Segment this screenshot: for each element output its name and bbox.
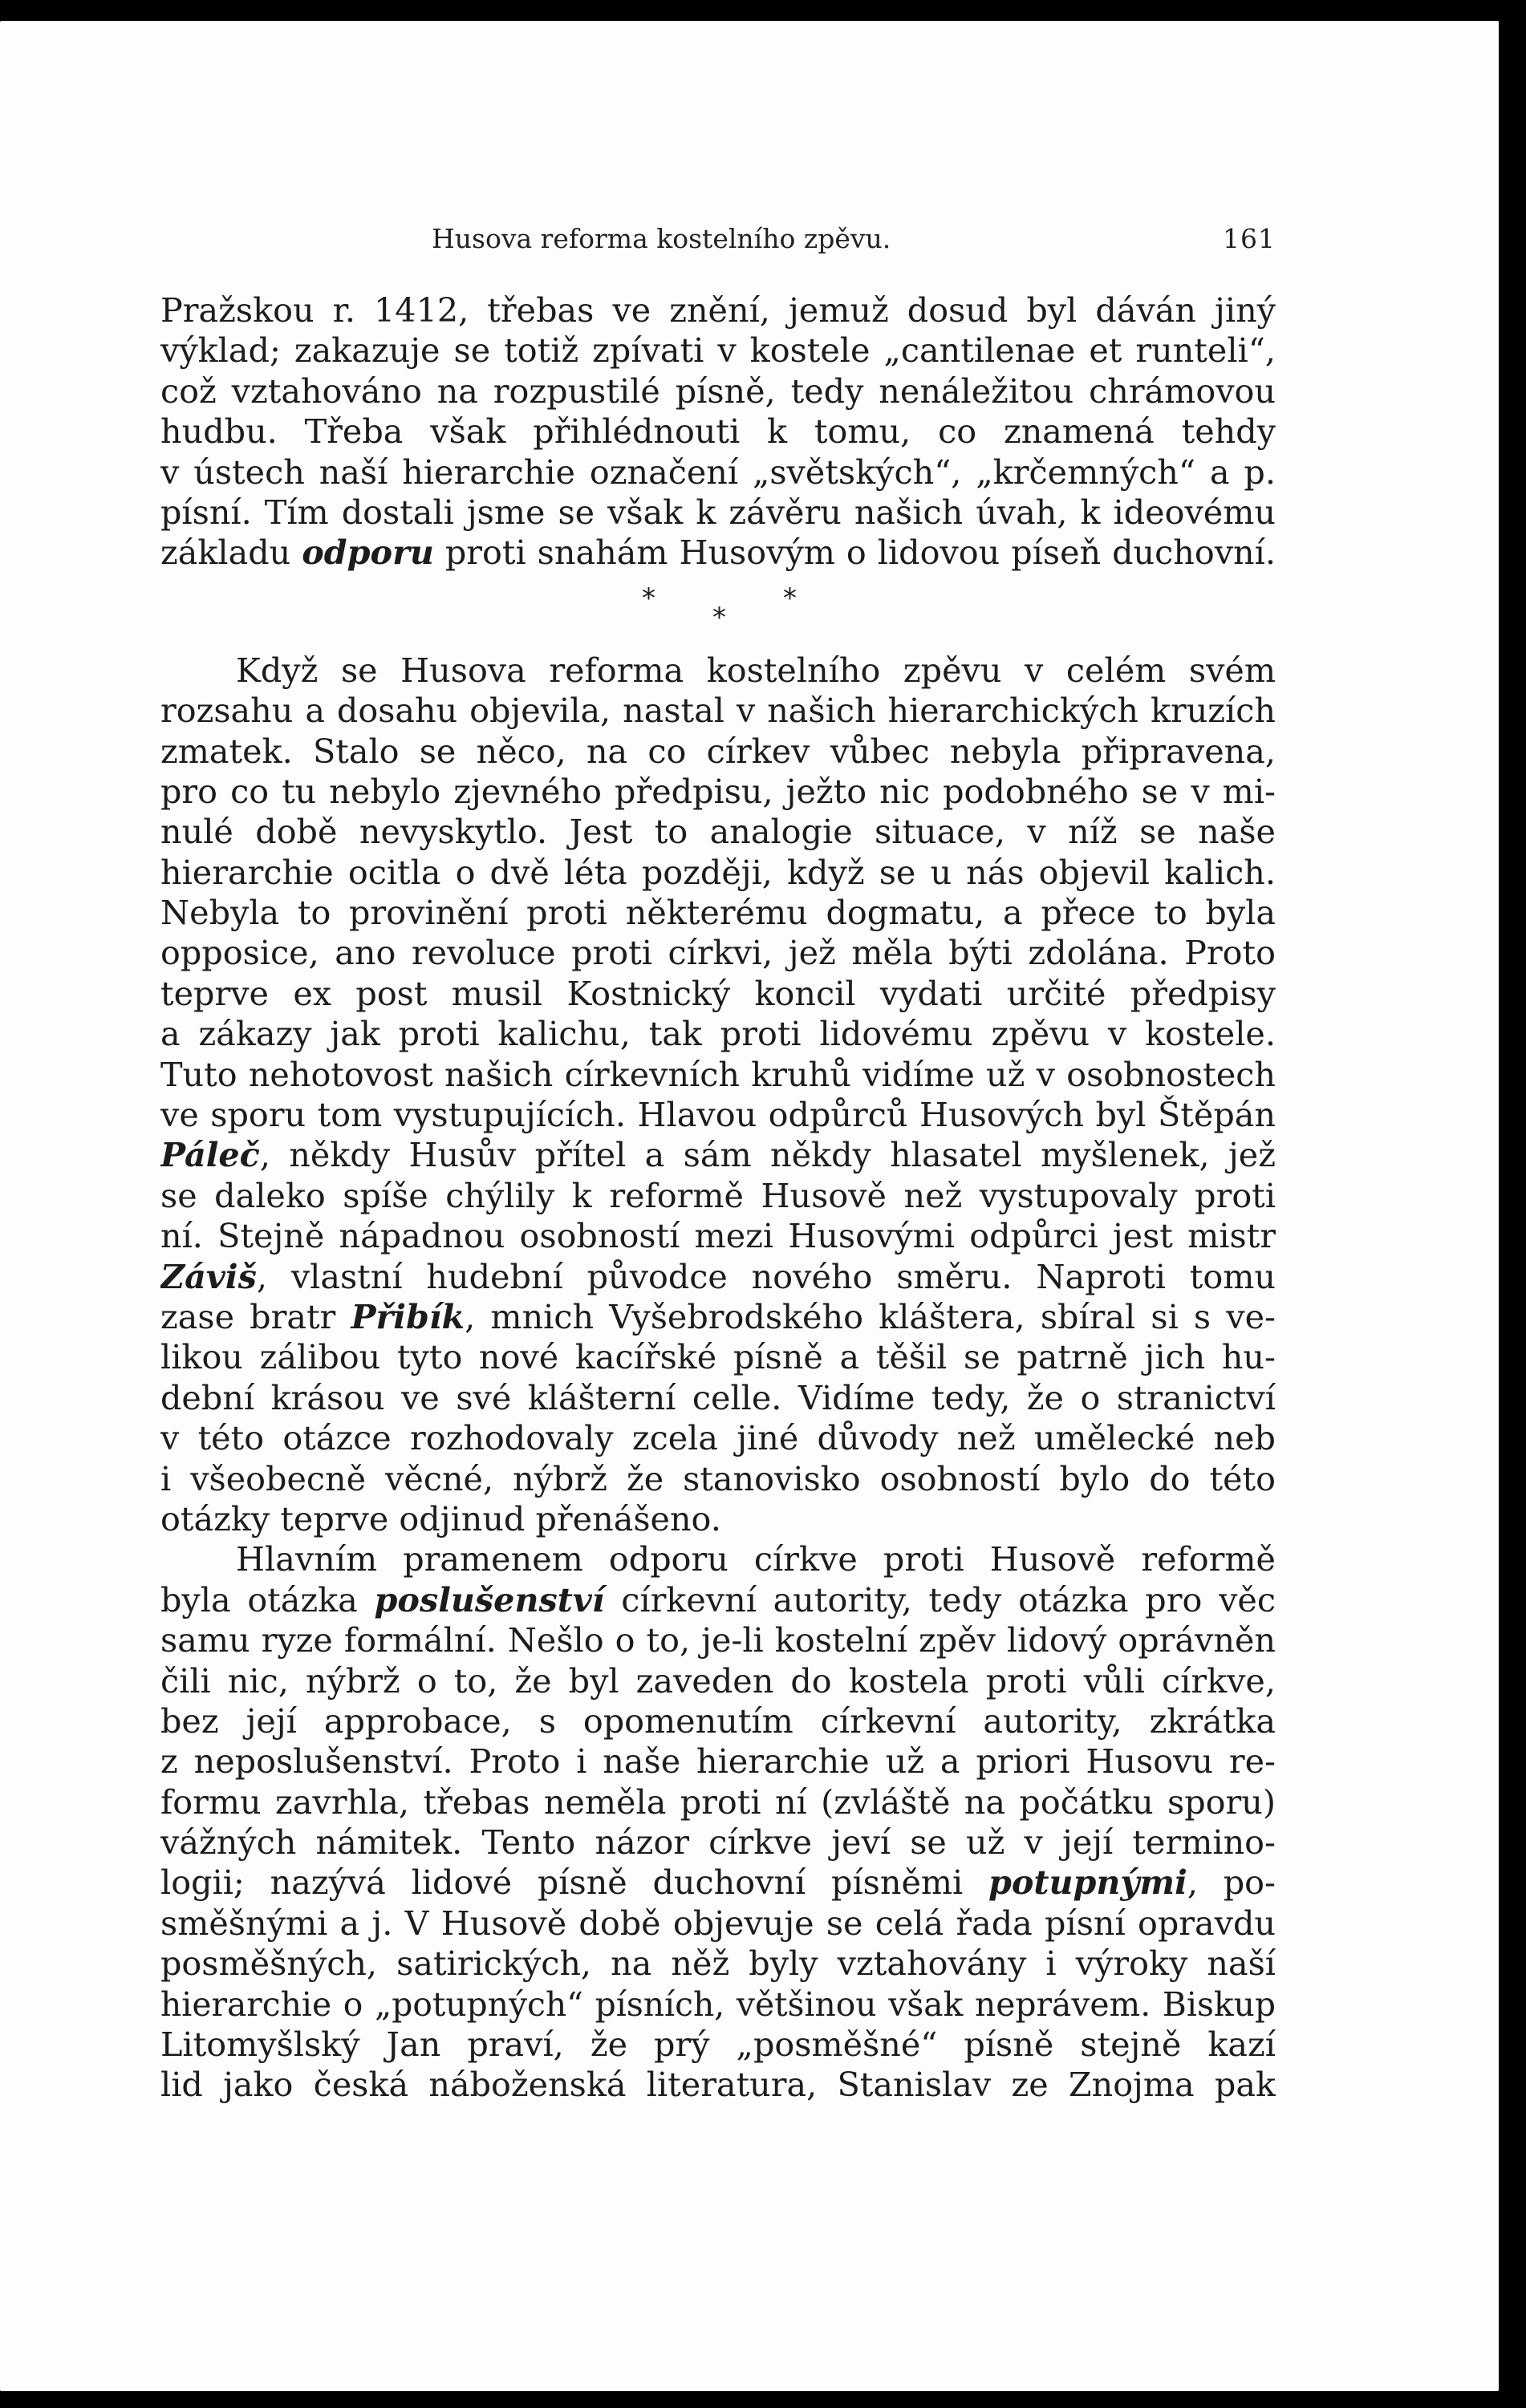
emphasis: Páleč: [160, 1135, 260, 1175]
paragraph-2: [160, 651, 1276, 1540]
text-line: v této otázce rozhodovaly zcela jiné důvody než umělecké neb: [160, 1419, 1276, 1458]
text-line: likou zálibou tyto nové kacířské písně a těšil se patrně jich hu-: [160, 1338, 1276, 1377]
text-line: ní. Stejně nápadnou osobností mezi Husovými odpůrci jest mistr: [160, 1217, 1276, 1256]
text-line: pro co tu nebylo zjevného předpisu, ježto nic podobného se v mi-: [160, 772, 1276, 811]
text-line: i všeobecně věcné, nýbrž že stanovisko osobností bylo do této: [160, 1459, 1276, 1498]
text-line: Tuto nehotovost našich církevních kruhů vidíme už v osobnostech: [160, 1055, 1276, 1094]
text-run: , někdy Husův přítel a sám někdy hlasatel myšlenek, jež: [259, 1136, 1276, 1175]
text-line: Hlavním pramenem odporu církve proti Husově reformě: [236, 1540, 1276, 1579]
text-line: [160, 1863, 1276, 1903]
text-line: dební krásou ve své klášterní celle. Vidíme tedy, že o stranictví: [160, 1378, 1276, 1417]
text-line: opposice, ano revoluce proti církvi, jež měla býti zdolána. Proto: [160, 934, 1276, 973]
text-line: [160, 533, 1276, 573]
text-run: proti snahám Husovým o lidovou píseň duchovní.: [444, 533, 1276, 573]
section-separator: [160, 574, 1276, 651]
paragraph-3: [160, 1539, 1276, 2105]
text-line: Pražskou r. 1412, třebas ve znění, jemuž dosud byl dáván jiný: [160, 291, 1276, 330]
text-line: [160, 1580, 1276, 1620]
asterisk-icon: *: [712, 601, 726, 634]
text-line: a zákazy jak proti kalichu, tak proti lidovému zpěvu v kostele.: [160, 1015, 1276, 1054]
page-body: [160, 290, 1276, 2106]
text-line: [160, 1135, 1276, 1175]
text-line: výklad; zakazuje se totiž zpívati v kostele „cantilenae et runteli“,: [160, 331, 1276, 371]
emphasis: Záviš: [160, 1256, 257, 1296]
text-line: teprve ex post musil Kostnický koncil vydati určité předpisy: [160, 974, 1276, 1013]
text-line: [160, 1257, 1276, 1297]
text-run: , po-: [1187, 1863, 1276, 1903]
text-run: , mnich Vyšebrodského kláštera, sbíral si s ve-: [465, 1297, 1276, 1336]
text-line: posměšných, satirických, na něž byly vztahovány i výroky naší: [160, 1944, 1276, 1984]
paragraph-1: [160, 290, 1276, 574]
text-line: Když se Husova reforma kostelního zpěvu v celém svém: [236, 651, 1276, 690]
text-run: zase bratr: [160, 1297, 336, 1336]
text-line: rozsahu a dosahu objevila, nastal v našich hierarchických kruzích: [160, 691, 1276, 731]
page-number: 161: [1223, 223, 1276, 254]
emphasis: odporu: [302, 533, 434, 573]
text-line: lid jako česká náboženská literatura, Stanislav ze Znojma pak: [160, 2065, 1276, 2105]
text-line: Nebyla to provinění proti některému dogmatu, a přece to byla: [160, 894, 1276, 933]
text-line: bez její approbace, s opomenutím církevní autority, zkrátka: [160, 1701, 1276, 1741]
text-run: , vlastní hudební původce nového směru. Naproti tomu: [256, 1257, 1276, 1296]
text-line: samu ryze formální. Nešlo o to, je-li kostelní zpěv lidový oprávněn: [160, 1621, 1276, 1660]
text-run: církevní autority, tedy otázka pro věc: [621, 1580, 1276, 1620]
text-run: logii; nazývá lidové písně duchovní písněmi: [160, 1863, 964, 1903]
text-line: Litomyšlský Jan praví, že prý „posměšné“ písně stejně kazí: [160, 2025, 1276, 2065]
text-line: otázky teprve odjinud přenášeno.: [160, 1499, 721, 1538]
text-run: byla otázka: [160, 1580, 358, 1620]
emphasis: Přibík: [351, 1296, 465, 1336]
asterisk-icon: *: [642, 582, 655, 614]
asterisk-icon: *: [783, 582, 797, 614]
text-line: hierarchie o „potupných“ písních, většinou však neprávem. Biskup: [160, 1984, 1276, 2024]
text-line: hudbu. Třeba však přihlédnouti k tomu, co znamená tehdy: [160, 412, 1276, 452]
text-line: což vztahováno na rozpustilé písně, tedy nenáležitou chrámovou: [160, 371, 1276, 411]
text-line: formu zavrhla, třebas neměla proti ní (zvláště na počátku sporu): [160, 1782, 1276, 1822]
text-line: hierarchie ocitla o dvě léta později, když se u nás objevil kalich.: [160, 853, 1276, 892]
running-title: Husova reforma kostelního zpěvu.: [432, 223, 891, 254]
emphasis: potupnými: [988, 1863, 1187, 1903]
text-line: vážných námitek. Tento názor církve jeví se už v její termino-: [160, 1823, 1276, 1863]
text-line: čili nic, nýbrž o to, že byl zaveden do kostela proti vůli církve,: [160, 1661, 1276, 1701]
text-line: se daleko spíše chýlily k reformě Husově než vystupovaly proti: [160, 1176, 1276, 1215]
text-line: směšnými a j. V Husově době objevuje se celá řada písní opravdu: [160, 1903, 1276, 1943]
book-page: [0, 21, 1499, 2391]
text-line: z neposlušenství. Proto i naše hierarchie už a priori Husovu re-: [160, 1742, 1276, 1782]
emphasis: poslušenství: [374, 1579, 605, 1620]
text-line: [160, 1297, 1276, 1337]
text-line: v ústech naší hierarchie označení „světských“, „krčemných“ a p.: [160, 452, 1276, 492]
text-line: nulé době nevyskytlo. Jest to analogie situace, v níž se naše: [160, 813, 1276, 852]
text-line: zmatek. Stalo se něco, na co církev vůbec nebyla připravena,: [160, 732, 1276, 771]
text-line: písní. Tím dostali jsme se však k závěru našich úvah, k ideovému: [160, 493, 1276, 532]
text-run: základu: [160, 533, 291, 573]
text-line: ve sporu tom vystupujících. Hlavou odpůrců Husových byl Štěpán: [160, 1096, 1276, 1135]
